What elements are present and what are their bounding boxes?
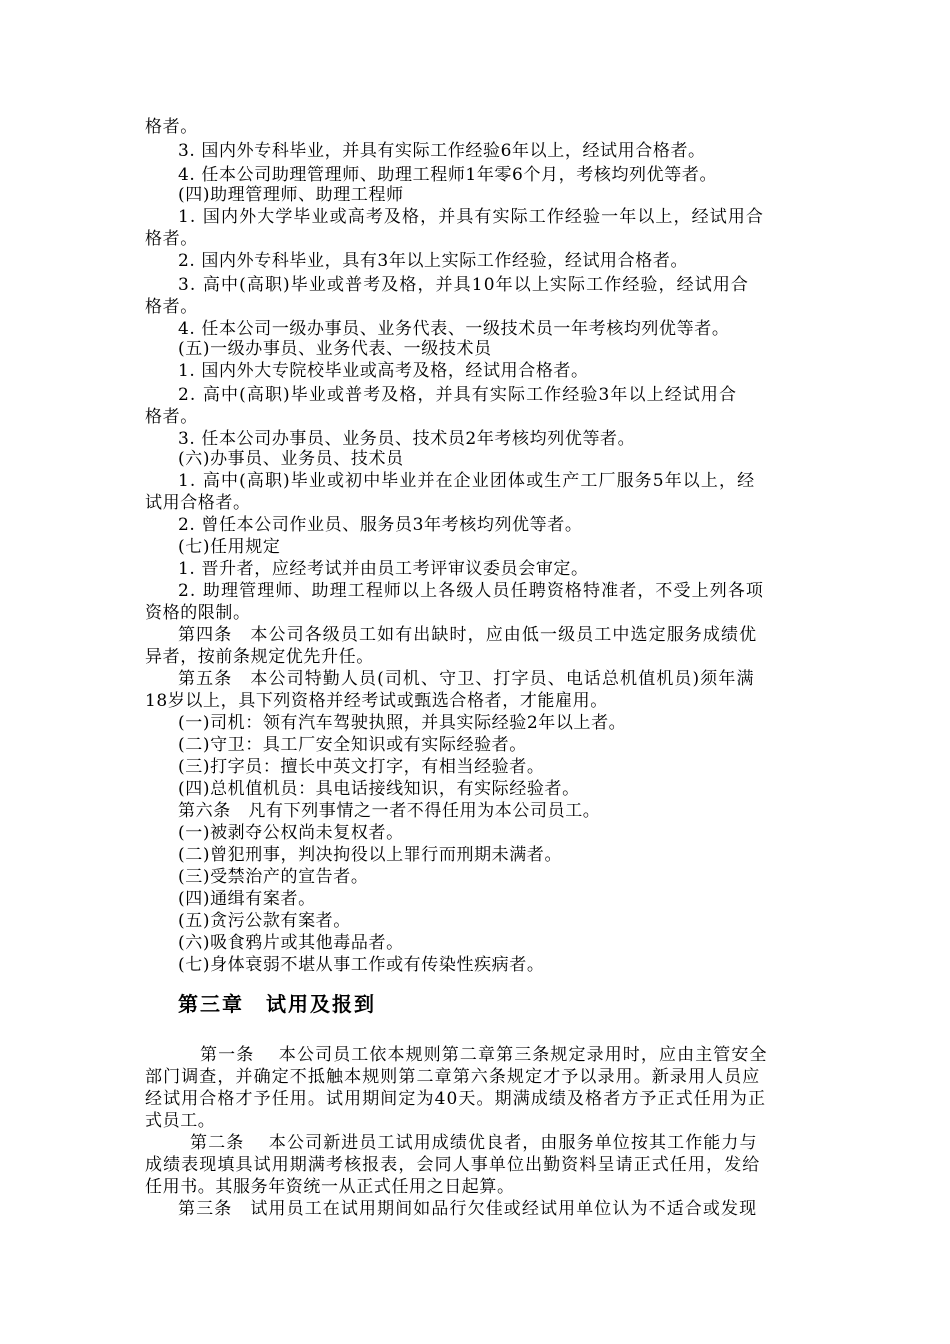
- section-heading: (四)助理管理师、助理工程师: [178, 185, 404, 205]
- text-line: 3. 国内外专科毕业，并具有实际工作经验6年以上，经试用合格者。: [178, 141, 706, 161]
- text-line: 1. 高中(高职)毕业或初中毕业并在企业团体或生产工厂服务5年以上，经: [178, 471, 756, 491]
- text-line: (六)吸食鸦片或其他毒品者。: [178, 933, 404, 953]
- text-line: 18岁以上，具下列资格并经考试或甄选合格者，才能雇用。: [145, 691, 608, 711]
- text-line: 经试用合格才予任用。试用期间定为40天。期满成绩及格者方予正式任用为正: [145, 1089, 767, 1109]
- text-line: 格者。: [145, 117, 198, 137]
- text-line: (一)被剥夺公权尚未复权者。: [178, 823, 404, 843]
- text-line: 4. 任本公司一级办事员、业务代表、一级技术员一年考核均列优等者。: [178, 319, 730, 339]
- text-line: 资格的限制。: [145, 603, 251, 623]
- text-line: 试用合格者。: [145, 493, 251, 513]
- text-line: 1. 晋升者，应经考试并由员工考评审议委员会审定。: [178, 559, 589, 579]
- text-line: 3. 任本公司办事员、业务员、技术员2年考核均列优等者。: [178, 429, 636, 449]
- section-heading: (五)一级办事员、业务代表、一级技术员: [178, 339, 492, 359]
- text-line: 2. 国内外专科毕业，具有3年以上实际工作经验，经试用合格者。: [178, 251, 689, 271]
- article-line: 第五条 本公司特勤人员(司机、守卫、打字员、电话总机值机员)须年满: [178, 669, 755, 689]
- chapter-heading: 第三章 试用及报到: [178, 992, 376, 1016]
- text-line: 3. 高中(高职)毕业或普考及格，并具10年以上实际工作经验，经试用合: [178, 275, 750, 295]
- text-line: 异者，按前条规定优先升任。: [145, 647, 374, 667]
- article-line: 第三条 试用员工在试用期间如品行欠佳或经试用单位认为不适合或发现: [178, 1199, 758, 1219]
- text-line: (四)总机值机员：具电话接线知识，有实际经验者。: [178, 779, 580, 799]
- article-line: 第二条 本公司新进员工试用成绩优良者，由服务单位按其工作能力与: [190, 1133, 758, 1153]
- text-line: 格者。: [145, 229, 198, 249]
- text-line: 成绩表现填具试用期满考核报表，会同人事单位出勤资料呈请正式任用，发给: [145, 1155, 761, 1175]
- text-line: (二)守卫：具工厂安全知识或有实际经验者。: [178, 735, 527, 755]
- article-line: 第六条 凡有下列事情之一者不得任用为本公司员工。: [178, 801, 601, 821]
- text-line: 任用书。其服务年资统一从正式任用之日起算。: [145, 1177, 515, 1197]
- text-line: 格者。: [145, 407, 198, 427]
- text-line: 式员工。: [145, 1111, 216, 1131]
- section-heading: (六)办事员、业务员、技术员: [178, 449, 404, 469]
- text-line: (二)曾犯刑事，判决拘役以上罪行而刑期未满者。: [178, 845, 563, 865]
- text-line: (四)通缉有案者。: [178, 889, 316, 909]
- text-line: (三)打字员：擅长中英文打字，有相当经验者。: [178, 757, 545, 777]
- text-line: 格者。: [145, 297, 198, 317]
- text-line: 2. 曾任本公司作业员、服务员3年考核均列优等者。: [178, 515, 583, 535]
- text-line: 1. 国内外大专院校毕业或高考及格，经试用合格者。: [178, 361, 589, 381]
- article-line: 第四条 本公司各级员工如有出缺时，应由低一级员工中选定服务成绩优: [178, 625, 758, 645]
- text-line: 4. 任本公司助理管理师、助理工程师1年零6个月，考核均列优等者。: [178, 165, 718, 185]
- text-line: (三)受禁治产的宣告者。: [178, 867, 369, 887]
- article-line: 第一条 本公司员工依本规则第二章第三条规定录用时，应由主管安全: [200, 1045, 768, 1065]
- text-line: (一)司机：领有汽车驾驶执照，并具实际经验2年以上者。: [178, 713, 627, 733]
- text-line: (七)身体衰弱不堪从事工作或有传染性疾病者。: [178, 955, 545, 975]
- text-line: (五)贪污公款有案者。: [178, 911, 351, 931]
- text-line: 1. 国内外大学毕业或高考及格，并具有实际工作经验一年以上，经试用合: [178, 207, 765, 227]
- text-line: 部门调查，并确定不抵触本规则第二章第六条规定才予以录用。新录用人员应: [145, 1067, 761, 1087]
- text-line: 2. 助理管理师、助理工程师以上各级人员任聘资格特准者，不受上列各项: [178, 581, 765, 601]
- section-heading: (七)任用规定: [178, 537, 281, 557]
- text-line: 2. 高中(高职)毕业或普考及格，并具有实际工作经验3年以上经试用合: [178, 385, 738, 405]
